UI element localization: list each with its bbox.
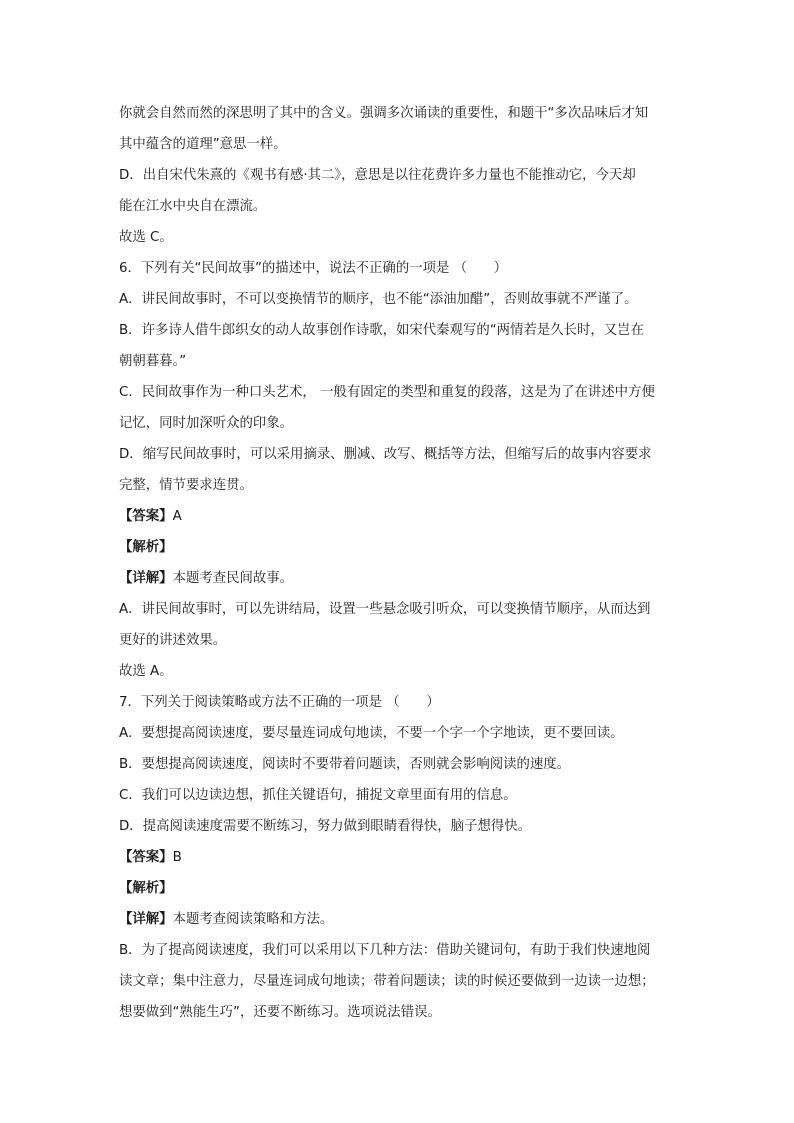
text-line: 故选 A。 [119, 664, 173, 679]
section-label: 【详解】 [119, 571, 173, 586]
text-line: 其中蕴含的道理”意思一样。 [119, 137, 287, 152]
section-label: 【答案】 [119, 509, 173, 524]
document-body [119, 98, 685, 1028]
text-line: 能在江水中央自在漂流。 [119, 199, 267, 214]
labeled-line [119, 842, 685, 873]
text-line: 6．下列有关“民间故事”的描述中，说法不正确的一项是 （ ） [119, 261, 508, 276]
labeled-line [119, 873, 685, 904]
text-line: 更好的讲述效果。 [119, 633, 227, 648]
text-line: A．要想提高阅读速度，要尽量连词成句地读，不要一个字一个字地读，更不要回读。 [119, 726, 624, 741]
text-line: D．缩写民间故事时，可以采用摘录、删减、改写、概括等方法，但缩写后的故事内容要求 [119, 447, 652, 462]
text-line: 读文章；集中注意力，尽量连词成句地读；带着问题读；读的时候还要做到一边读一边想； [119, 974, 655, 989]
section-text: A [172, 509, 182, 524]
text-line: B．为了提高阅读速度，我们可以采用以下几种方法：借助关键词句，有助于我们快速地阅 [119, 943, 651, 958]
text-line: B．许多诗人借牛郎织女的动人故事创作诗歌，如宋代秦观写的“两情若是久长时，又岂在 [119, 323, 644, 338]
text-line: D．提高阅读速度需要不断练习，努力做到眼睛看得快，脑子想得快。 [119, 819, 532, 834]
text-line: B．要想提高阅读速度，阅读时不要带着问题读，否则就会影响阅读的速度。 [119, 757, 571, 772]
section-label: 【详解】 [119, 912, 173, 927]
section-text: 本题考查民间故事。 [172, 571, 294, 586]
text-line: 7．下列关于阅读策略或方法不正确的一项是 （ ） [119, 695, 440, 710]
text-line: C．我们可以边读边想，抓住关键语句，捕捉文章里面有用的信息。 [119, 788, 517, 803]
section-label: 【解析】 [119, 540, 173, 555]
text-line: C．民间故事作为一种口头艺术， 一般有固定的类型和重复的段落，这是为了在讲述中方便 [119, 385, 655, 400]
text-line: 想要做到“熟能生巧”，还要不断练习。选项说法错误。 [119, 1005, 441, 1020]
section-label: 【解析】 [119, 881, 173, 896]
text-line: 完整，情节要求连贯。 [119, 478, 253, 493]
section-text: B [172, 850, 182, 865]
labeled-line [119, 532, 685, 563]
text-line: A．讲民间故事时，不可以变换情节的顺序，也不能“添油加醋”，否则故事就不严谨了。 [119, 292, 638, 307]
text-line: A．讲民间故事时，可以先讲结局，设置一些悬念吸引听众，可以变换情节顺序，从而达到 [119, 602, 651, 617]
text-line: 故选 C。 [119, 230, 173, 245]
section-label: 【答案】 [119, 850, 173, 865]
labeled-line [119, 501, 685, 532]
section-text: 本题考查阅读策略和方法。 [172, 912, 334, 927]
labeled-line [119, 904, 685, 935]
labeled-line [119, 563, 685, 594]
text-line: 记忆，同时加深听众的印象。 [119, 416, 294, 431]
text-line: D．出自宋代朱熹的《观书有感·其二》，意思是以往花费许多力量也不能推动它，今天却 [119, 168, 636, 183]
text-line: 你就会自然而然的深思明了其中的含义。强调多次诵读的重要性，和题干“多次品味后才知 [119, 106, 649, 121]
text-line: 朝朝暮暮。” [119, 354, 187, 369]
